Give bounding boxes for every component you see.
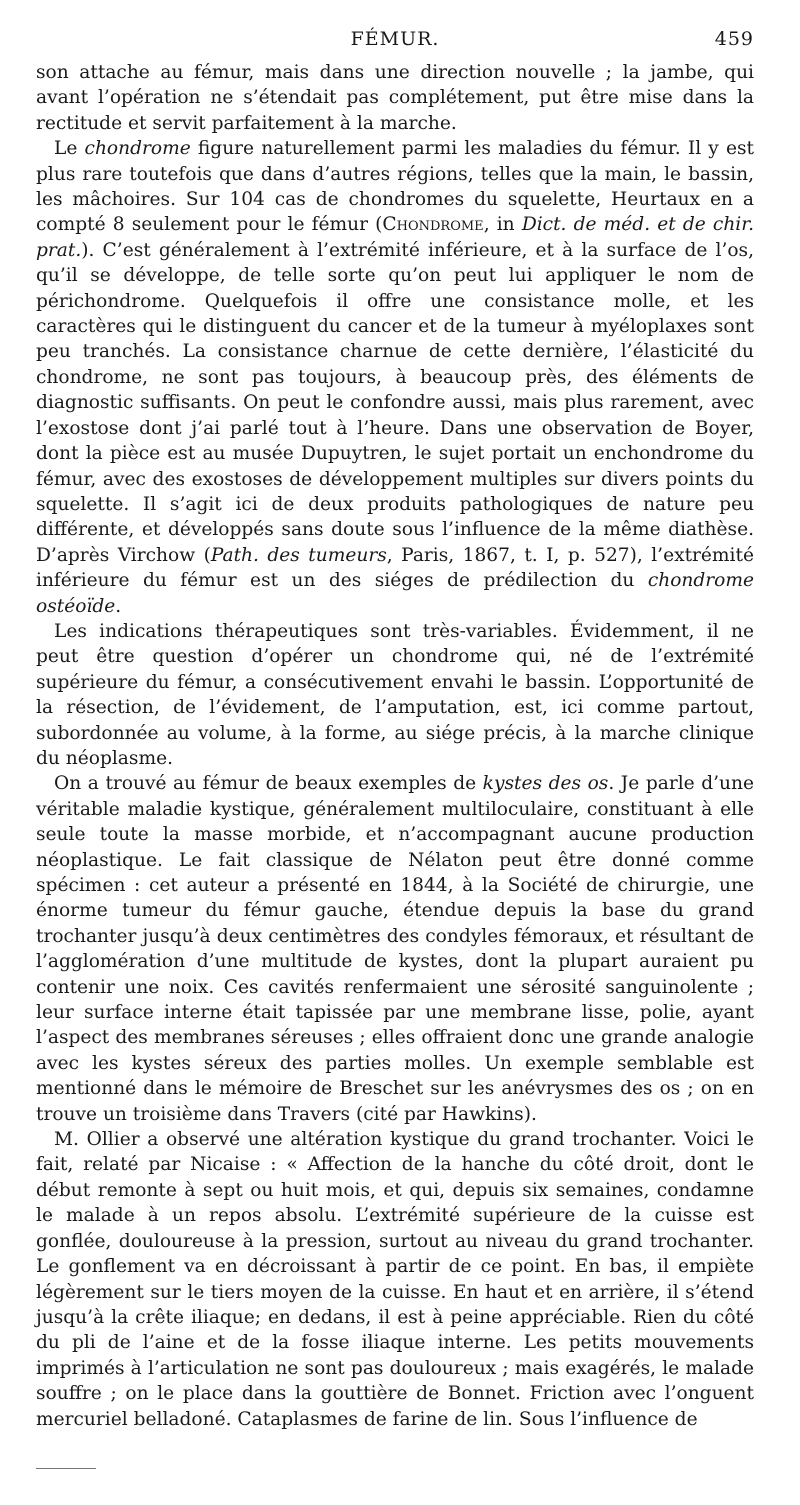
- text-run: ). C’est généralement à l’extrémité inférieure, et à la surface de l’os, qu’il se développe, de telle sorte qu’on peut lui appliquer le nom de périchondrome. Quelquefois il offre une consistance molle, et les caractères qui le distinguent du cancer et de la tumeur à myéloplaxes sont peu tranchés. La consistance charnue de cette dernière, l’élasticité du chondrome, ne sont pas toujours, à beaucoup près, des éléments de diagnostic suffisants. On peut le confondre aussi, mais plus rarement, avec l’exostose dont j’ai parlé tout à l’heure. Dans une observation de Boyer, dont la pièce est au musée Dupuytren, le sujet portait un enchondrome du fémur, avec des exostoses de développement multiples sur divers points du squelette. Il s’agit ici de deux produits pathologiques de nature peu différente, et développés sans doute sous l’influence de la même diathèse. D’après Virchow (: [36, 239, 754, 566]
- text-run: kystes des os: [482, 773, 609, 795]
- paragraph: [36, 1127, 754, 1432]
- text-run: chondrome: [84, 138, 191, 160]
- text-run: son attache au fémur, mais dans une direction nouvelle ; la jambe, qui avant l’opération ne s’étendait pas complétement, put être mise dans la rectitude et servit parfaitement à la marche.: [36, 62, 754, 134]
- running-header: [36, 28, 754, 60]
- text-run: . Je parle d’une véritable maladie kystique, généralement multiloculaire, constituant à elle seule toute la masse morbide, et n’accompagnant aucune production néoplastique. Le fait classique de Nélaton peut être donné comme spécimen : cet auteur a présenté en 1844, à la Société de chirurgie, une énorme tumeur du fémur gauche, étendue depuis la base du grand trochanter jusqu’à deux centimètres des condyles fémoraux, et résultant de l’agglomération d’une multitude de kystes, dont la plupart auraient pu contenir une noix. Ces cavités renfermaient une sérosité sanguinolente ; leur surface interne était tapissée par une membrane lisse, polie, ayant l’aspect des membranes séreuses ; elles offraient donc une grande analogie avec les kystes séreux des parties molles. Un exemple semblable est mentionné dans le mémoire de Breschet sur les anévrysmes des os ; on en trouve un troisième dans Travers (cité par Hawkins).: [36, 773, 754, 1125]
- text-run: Le: [54, 138, 85, 160]
- text-run: Dict. de méd. et de chir. prat.: [36, 214, 755, 261]
- text-run: chondrome ostéoïde: [36, 570, 754, 617]
- text-run: Chondrome: [382, 214, 484, 236]
- text-run: , Paris, 1867, t. I, p. 527), l’extrémité inférieure du fémur est un des siéges de prédilection du: [36, 544, 754, 592]
- page-number: 459: [714, 28, 754, 50]
- footer-rule: [36, 1468, 96, 1469]
- body-text: [36, 60, 754, 1432]
- running-title: FÉMUR.: [350, 28, 440, 50]
- book-page: [36, 28, 754, 1432]
- paragraph: [36, 60, 754, 136]
- text-run: figure naturellement parmi les maladies du fémur. Il y est plus rare toutefois que dans d’autres régions, telles que la main, le bassin, les mâchoires. Sur 104 cas de chondromes du squelette, Heurtaux en a compté 8 seulement pour le fémur (: [36, 138, 755, 236]
- text-run: Les indications thérapeutiques sont très-variables. Évidemment, il ne peut être question d’opérer un chondrome qui, né de l’extrémité supérieure du fémur, a consécutivement envahi le bassin. L’opportunité de la résection, de l’évidement, de l’amputation, est, ici comme partout, subordonnée au volume, à la forme, au siége précis, à la marche clinique du néoplasme.: [36, 620, 754, 769]
- paragraph: [36, 619, 754, 771]
- text-run: , in: [483, 214, 522, 236]
- paragraph: [36, 771, 754, 1127]
- text-run: Path. des tumeurs: [210, 544, 387, 566]
- text-run: On a trouvé au fémur de beaux exemples de: [54, 773, 483, 795]
- text-run: .: [115, 595, 122, 617]
- text-run: M. Ollier a observé une altération kystique du grand trochanter. Voici le fait, relaté par Nicaise : « Affection de la hanche du côté droit, dont le début remonte à sept ou huit mois, et qui, depuis six semaines, condamne le malade à un repos absolu. L’extrémité supérieure de la cuisse est gonflée, douloureuse à la pression, surtout au niveau du grand trochanter. Le gonflement va en décroissant à partir de ce point. En bas, il empiète légèrement sur le tiers moyen de la cuisse. En haut et en arrière, il s’étend jusqu’à la crête iliaque; en dedans, il est à peine appréciable. Rien du côté du pli de l’aine et de la fosse iliaque interne. Les petits mouvements imprimés à l’articulation ne sont pas douloureux ; mais exagérés, le malade souffre ; on le place dans la gouttière de Bonnet. Friction avec l’onguent mercuriel belladoné. Cataplasmes de farine de lin. Sous l’influence de: [36, 1129, 754, 1430]
- paragraph: [36, 136, 754, 619]
